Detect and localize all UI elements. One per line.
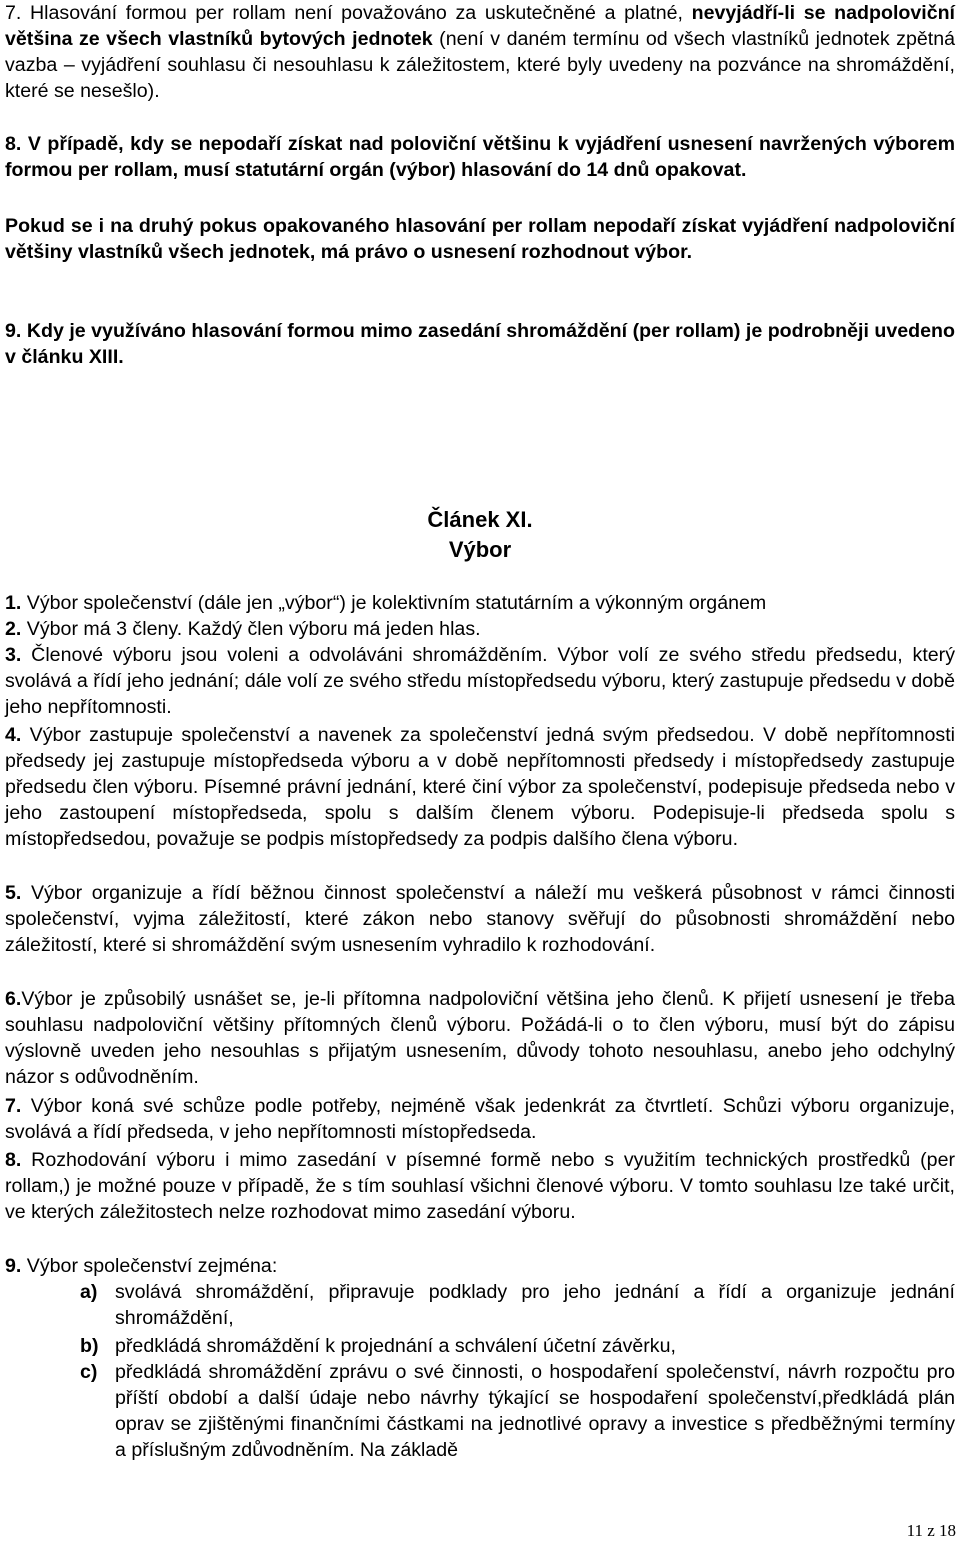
paragraph-8-continued bbox=[5, 213, 955, 265]
paragraph-9 bbox=[5, 318, 955, 370]
paragraph-text: Kdy je využíváno hlasování formou mimo zasedání shromáždění (per rollam) je podrobněji uvedeno v článku XIII. bbox=[5, 320, 955, 368]
paragraph-text-bold: nevyjádří-li se nadpoloviční většina ze všech vlastníků bytových jednotek bbox=[5, 2, 956, 50]
item-7 bbox=[5, 1093, 955, 1145]
paragraph-number: 7. bbox=[5, 2, 22, 24]
item-number: 4. bbox=[5, 724, 22, 746]
sub-item-text: předkládá shromáždění zprávu o své činnosti, o hospodaření společenství, návrh rozpočtu pro příští období a další údaje nebo návrhy týkající se hospodaření společenství,předkládá plán oprav se zjištěnými finančními částkami na jednotlivé opravy a investice s předběžnými termíny a příslušným zdůvodněním. Na základě bbox=[115, 1361, 955, 1461]
sub-item-b bbox=[80, 1333, 955, 1359]
sub-item-label: c) bbox=[80, 1361, 98, 1383]
paragraph-number: 9. bbox=[5, 320, 22, 342]
item-9 bbox=[5, 1253, 955, 1279]
paragraph-text: Pokud se i na druhý pokus opakovaného hlasování per rollam nepodaří získat vyjádření nadpoloviční většiny vlastníků všech jednotek, má právo o usnesení rozhodnout výbor. bbox=[5, 215, 955, 263]
sub-item-text: předkládá shromáždění k projednání a schválení účetní závěrku, bbox=[115, 1335, 676, 1357]
sub-item-a bbox=[80, 1279, 955, 1331]
paragraph-8 bbox=[5, 131, 955, 183]
item-text: Členové výboru jsou voleni a odvoláváni shromážděním. Výbor volí ze svého středu předsedu, který svolává a řídí jeho jednání; dále volí ze svého středu místopředsedu výboru, který zastupuje předsedu v době jeho nepřítomnosti. bbox=[5, 644, 955, 718]
paragraph-number: 8. bbox=[5, 133, 22, 155]
item-text: Výbor koná své schůze podle potřeby, nejméně však jedenkrát za čtvrtletí. Schůzi výboru organizuje, svolává a řídí předseda, v jeho nepřítomnosti místopředseda. bbox=[5, 1095, 955, 1143]
sub-item-label: a) bbox=[80, 1281, 98, 1303]
item-4 bbox=[5, 722, 955, 852]
item-number: 6. bbox=[5, 988, 22, 1010]
paragraph-text: (není v daném termínu od všech vlastníků jednotek zpětná vazba – vyjádření souhlasu či nesouhlasu k záležitostem, které byly uvedeny na pozvánce na shromáždění, které se nesešlo). bbox=[5, 28, 955, 102]
paragraph-text: V případě, kdy se nepodaří získat nad poloviční většinu k vyjádření usnesení navržených výborem formou per rollam, musí statutární orgán (výbor) hlasování do 14 dnů opakovat. bbox=[5, 133, 955, 181]
item-number: 3. bbox=[5, 644, 22, 666]
item-text: Rozhodování výboru i mimo zasedání v písemné formě nebo s využitím technických prostředků (per rollam,) je možné pouze v případě, že s tím souhlasí všichni členové výboru. V tomto souhlasu lze také určit, ve kterých záležitostech nelze rozhodovat mimo zasedání výboru. bbox=[5, 1149, 955, 1223]
sub-item-c bbox=[80, 1359, 955, 1463]
item-number: 8. bbox=[5, 1149, 22, 1171]
item-1 bbox=[5, 590, 955, 616]
item-text: Výbor společenství zejména: bbox=[21, 1255, 278, 1277]
item-8 bbox=[5, 1147, 955, 1225]
item-number: 9. bbox=[5, 1255, 22, 1277]
item-3 bbox=[5, 642, 955, 720]
item-number: 1. bbox=[5, 592, 22, 614]
item-text: Výbor organizuje a řídí běžnou činnost společenství a náleží mu veškerá působnost v rámci činnosti společenství, vyjma záležitostí, které zákon nebo stanovy svěřují do působnosti shromáždění nebo záležitostí, které si shromáždění svým usnesením vyhradilo k rozhodování. bbox=[5, 882, 955, 956]
item-6 bbox=[5, 986, 955, 1090]
item-text: Výbor je způsobilý usnášet se, je-li přítomna nadpoloviční většina jeho členů. K přijetí usnesení je třeba souhlasu nadpoloviční většiny přítomných členů výboru. Požádá-li o to člen výboru, musí být do zápisu výslovně uveden jeho nesouhlas s přijatým usnesením, důvody tohoto nesouhlasu, anebo jeho odchylný názor s odůvodněním. bbox=[5, 988, 955, 1088]
item-5 bbox=[5, 880, 955, 958]
sub-item-text: svolává shromáždění, připravuje podklady pro jeho jednání a řídí a organizuje jednání shromáždění, bbox=[115, 1281, 955, 1329]
item-text: Výbor má 3 členy. Každý člen výboru má jeden hlas. bbox=[21, 618, 481, 640]
item-number: 2. bbox=[5, 618, 22, 640]
item-number: 7. bbox=[5, 1095, 22, 1117]
item-number: 5. bbox=[5, 882, 22, 904]
sub-item-label: b) bbox=[80, 1335, 99, 1357]
article-subtitle: Výbor bbox=[448, 537, 512, 562]
paragraph-7 bbox=[5, 0, 955, 104]
item-text: Výbor zastupuje společenství a navenek za společenství jedná svým předsedou. V době nepřítomnosti předsedy jej zastupuje místopředseda výboru a v době nepřítomnosti předsedy i místopředsedy zastupuje předsedu člen výboru. Písemné právní jednání, které činí výbor za společenství, podepisuje předseda nebo v jeho zastoupení místopředseda, spolu s dalším členem výboru. Podepisuje-li předseda spolu s místopředsedou, považuje se podpis místopředsedy za podpis dalšího člena výboru. bbox=[5, 724, 955, 850]
paragraph-text: Hlasování formou per rollam není považováno za uskutečněné a platné, bbox=[21, 2, 692, 24]
page-number: 11 z 18 bbox=[906, 1521, 956, 1540]
article-title: Článek XI. bbox=[427, 507, 533, 532]
item-2 bbox=[5, 616, 955, 642]
item-text: Výbor společenství (dále jen „výbor“) je kolektivním statutárním a výkonným orgánem bbox=[21, 592, 767, 614]
